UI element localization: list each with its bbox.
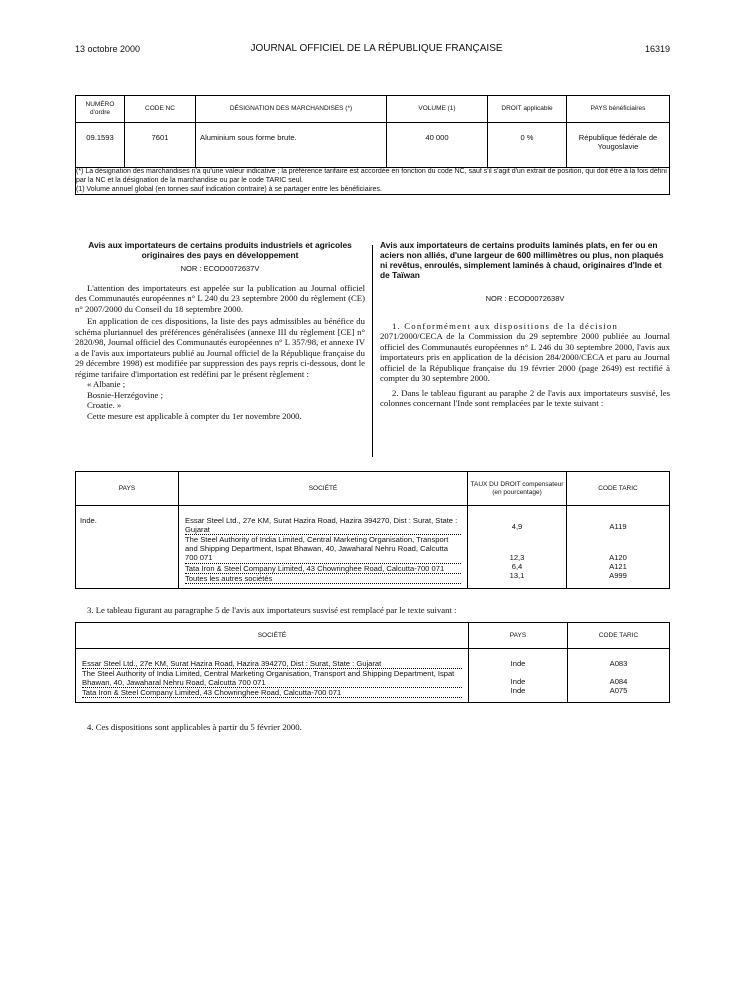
right-paragraph-1: 2071/2000/CECA de la Commission du 29 septembre 2000 publiée au Journal officiel des Communautés européennes n° L 246 du 30 septembre 2000, l'avis aux importateurs pris en application de la décision 284/2000/CECA et paru au Journal officiel de la République française du 19 février 2000 (page 2649) est rectifié à compter du 30 septembre 2000. [380,331,670,383]
cell3-codes [568,649,670,703]
code-a999: A999 [609,571,627,581]
th-code-nc: CODE NC [125,96,196,123]
cell2-codes [567,506,670,589]
code-a119: A119 [609,522,627,531]
societe3-tata: Tata Iron & Steel Company Limited, 43 Chowringhee Road, Calcutta-700 071 [82,688,462,698]
taux-steel-authority: 12,3 [509,553,525,562]
code3-a083: A083 [609,659,628,668]
note-volume: (1) Volume annuel global (en tonnes sauf indication contraire) à se partager entre les bénéficiaires. [76,185,382,193]
th3-code: CODE TARIC [568,623,670,649]
cell-volume: 40 000 [387,123,488,168]
cell2-pays: Inde. [76,506,179,589]
left-list-item-1: « Albanie ; [87,379,126,389]
left-list-item-3: Croatie. » [87,400,122,410]
th3-societe: SOCIÉTÉ [76,623,469,649]
header-date: 13 octobre 2000 [75,44,141,54]
cell2-taux [468,506,567,589]
th-volume: VOLUME (1) [387,96,488,123]
taux-autres: 13,1 [509,571,525,581]
taux-tata: 6,4 [511,562,523,571]
th3-pays: PAYS [469,623,568,649]
societe-essar: Essar Steel Ltd., 27e KM, Surat Hazira Road, Hazira 394270, Dist : Surat, State : Gujarat [185,516,461,535]
code3-a075: A075 [609,686,628,696]
page-number: 16319 [644,44,670,54]
pays3-essar: Inde [510,659,526,668]
left-paragraph-1: L'attention des importateurs est appelée sur la publication au Journal officiel des Communautés européennes n° L 240 du 23 septembre 2000 du règlement (CE) n° 2007/2000 du Conseil du 18 septembre 2000. [75,282,365,314]
cell2-societes [179,506,468,589]
societe-tata: Tata Iron & Steel Company Limited, 43 Chowringhee Road, Calcutta-700 071 [185,564,461,574]
paragraph-4: 4. Ces dispositions sont applicables à partir du 5 février 2000. [87,722,302,732]
cell-pays: République fédérale de Yougoslavie [567,123,670,168]
th2-societe: SOCIÉTÉ [179,472,468,506]
right-paragraph-1-lead: 1. Conformément aux dispositions de la décision [392,320,619,331]
right-article-title: Avis aux importateurs de certains produits laminés plats, en fer ou en aciers non alliés, d'une largeur de 600 millimètres ou plus, non plaqués ni revêtus, enroulés, simplement laminés à chaud, originaires d'Inde et de Taïwan [380,240,664,280]
right-article-nor: NOR : ECOD0072638V [485,294,565,303]
code-a120: A120 [609,553,627,562]
cell3-societes [76,649,469,703]
left-list-item-2: Bosnie-Herzégovine ; [87,389,163,400]
th-droit: DROIT applicable [488,96,567,123]
pays3-tata: Inde [510,686,526,696]
paragraph-3: 3. Le tableau figurant au paragraphe 5 de l'avis aux importateurs susvisé est remplacé par le texte suivant : [87,605,457,615]
taric-table [75,622,670,703]
cell3-pays [469,649,568,703]
societe-autres: Toutes les autres sociétés [185,574,461,584]
right-paragraph-2: 2. Dans le tableau figurant au paraphe 2 de l'avis aux importateurs susvisé, les colonnes concernant l'Inde sont remplacées par le texte suivant : [380,387,670,408]
societe3-essar: Essar Steel Ltd., 27e KM, Surat Hazira Road, Hazira 394270, Dist : Surat, State : Gujarat [82,659,462,669]
societe3-steel-authority: The Steel Authority of India Limited, Central Marketing Organisation, Transport and Shipping Department, Ispat Bhawan, 40, Jawaharal Nehru Road, Calcutta 700 071 [82,669,462,688]
left-article-nor: NOR : ECOD0072637V [180,264,260,273]
th2-taux: TAUX DU DROIT compensateur (en pourcentage) [468,472,567,506]
tariff-table [75,95,670,195]
left-paragraph-3: Cette mesure est applicable à compter du 1er novembre 2000. [87,410,302,421]
th-designation: DÉSIGNATION DES MARCHANDISES (*) [196,96,387,123]
cell-code-nc: 7601 [125,123,196,168]
left-article [75,240,365,421]
code3-a084: A084 [609,677,628,687]
th-pays: PAYS bénéficiaires [567,96,670,123]
cell-droit: 0 % [488,123,567,168]
right-article [380,240,670,409]
column-divider [372,245,373,457]
th2-code: CODE TARIC [567,472,670,506]
th2-pays: PAYS [76,472,179,506]
note-designation: (*) La désignation des marchandises n'a qu'une valeur indicative ; la préférence tarifaire est accordée en fonction du code NC, sauf s'il s'agit d'un extrait de position, qui doit être à la fois défini par la NC et la désignation de la marchandise ou par le code TARIC seul. [76,168,667,184]
societe-steel-authority: The Steel Authority of India Limited, Central Marketing Organisation, Transport and Shipping Department, Ispat Bhawan, 40, Jawaharal Nehru Road, Calcutta 700 071 [185,535,461,564]
left-paragraph-2: En application de ces dispositions, la liste des pays admissibles au bénéfice du schéma pluriannuel des préférences généralisées (annexe III du règlement [CE] n° 2820/98, Journal officiel des Communautés européennes n° L 357/98, et annexe IV a de l'avis aux importateurs publié au Journal officiel de la République française du 29 décembre 1998) est modifiée par suppression des pays repris ci-dessous, dont le régime tarifaire d'importation est redéfini par le présent règlement : [75,316,365,379]
pays3-steel-authority: Inde [510,677,526,687]
code-a121: A121 [609,562,627,571]
taux-essar: 4,9 [511,522,523,531]
left-article-title: Avis aux importateurs de certains produits industriels et agricoles originaires des pays en développement [88,240,352,260]
cell-designation: Aluminium sous forme brute. [196,123,387,168]
table-notes [76,168,670,195]
th-numero: NUMÉRO d'ordre [76,96,125,123]
duty-table [75,471,670,589]
journal-title: JOURNAL OFFICIEL DE LA RÉPUBLIQUE FRANÇAISE [250,43,503,54]
cell-numero: 09.1593 [76,123,125,168]
